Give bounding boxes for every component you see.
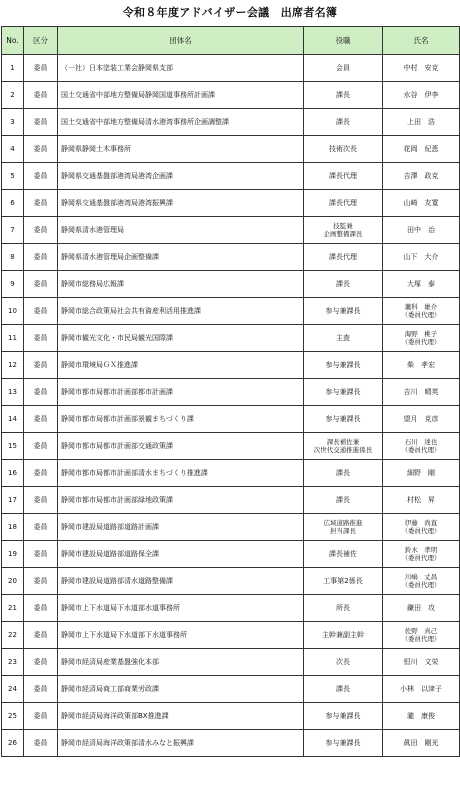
cell-kubun — [24, 433, 58, 460]
shimei-text: 佐野 真己 （委員代理） — [401, 627, 441, 643]
table-row — [2, 460, 460, 487]
header-shimei: 氏名 — [383, 27, 460, 55]
cell-dantai — [58, 379, 304, 406]
dantai-text: 静岡市経済局産業基盤強化本部 — [61, 658, 159, 666]
no-text: 13 — [8, 388, 17, 396]
kubun-text: 委員 — [33, 577, 48, 585]
cell-dantai — [58, 595, 304, 622]
kubun-text: 委員 — [33, 361, 48, 369]
cell-no — [2, 190, 24, 217]
cell-yakushoku — [304, 595, 383, 622]
yakushoku-text: 課長 — [336, 91, 350, 99]
shimei-text: 上田 浩 — [407, 118, 435, 126]
yakushoku-text: 課長 — [336, 280, 350, 288]
cell-kubun — [24, 649, 58, 676]
cell-dantai — [58, 541, 304, 568]
table-row — [2, 730, 460, 757]
yakushoku-text: 参与兼課長 — [325, 712, 361, 720]
cell-kubun — [24, 163, 58, 190]
dantai-text: 静岡市都市局都市計画部景観まちづくり課 — [61, 415, 194, 423]
cell-no — [2, 136, 24, 163]
kubun-text: 委員 — [33, 631, 48, 639]
shimei-text: 山崎 友寛 — [403, 199, 439, 207]
table-row — [2, 82, 460, 109]
cell-dantai — [58, 55, 304, 82]
no-text: 19 — [8, 550, 17, 558]
cell-kubun — [24, 541, 58, 568]
no-text: 8 — [10, 253, 15, 261]
cell-no — [2, 676, 24, 703]
cell-dantai — [58, 136, 304, 163]
table-row — [2, 487, 460, 514]
cell-dantai — [58, 352, 304, 379]
yakushoku-text: 課長代理 — [329, 253, 357, 261]
table-row — [2, 649, 460, 676]
cell-no — [2, 271, 24, 298]
cell-yakushoku — [304, 649, 383, 676]
no-text: 9 — [10, 280, 15, 288]
dantai-text: 静岡市建設局道路部道路計画課 — [61, 523, 159, 531]
cell-dantai — [58, 649, 304, 676]
cell-no — [2, 514, 24, 541]
kubun-text: 委員 — [33, 550, 48, 558]
table-row — [2, 55, 460, 82]
no-text: 24 — [8, 685, 17, 693]
dantai-text: 静岡市上下水道局下水道部下水道事務所 — [61, 631, 187, 639]
cell-shimei — [383, 298, 460, 325]
cell-kubun — [24, 595, 58, 622]
cell-no — [2, 352, 24, 379]
no-text: 20 — [8, 577, 17, 585]
cell-shimei — [383, 379, 460, 406]
kubun-text: 委員 — [33, 334, 48, 342]
kubun-text: 委員 — [33, 253, 48, 261]
cell-kubun — [24, 190, 58, 217]
shimei-text: 山下 大介 — [403, 253, 439, 261]
dantai-text: 静岡市都市局都市計画部交通政策課 — [61, 442, 173, 450]
cell-yakushoku — [304, 541, 383, 568]
kubun-text: 委員 — [33, 712, 48, 720]
table-row — [2, 271, 460, 298]
kubun-text: 委員 — [33, 307, 48, 315]
yakushoku-text: 参与兼課長 — [325, 415, 361, 423]
cell-dantai — [58, 460, 304, 487]
shimei-text: 小林 以津子 — [400, 685, 442, 693]
cell-yakushoku — [304, 352, 383, 379]
no-text: 21 — [8, 604, 17, 612]
cell-shimei — [383, 352, 460, 379]
header-no: No. — [2, 27, 24, 55]
no-text: 4 — [10, 145, 15, 153]
cell-yakushoku — [304, 55, 383, 82]
cell-kubun — [24, 136, 58, 163]
shimei-text: 花岡 紀恵 — [403, 145, 439, 153]
cell-dantai — [58, 676, 304, 703]
cell-kubun — [24, 217, 58, 244]
cell-shimei — [383, 109, 460, 136]
cell-yakushoku — [304, 676, 383, 703]
no-text: 17 — [8, 496, 17, 504]
yakushoku-text: 次長 — [336, 658, 350, 666]
cell-kubun — [24, 109, 58, 136]
cell-no — [2, 703, 24, 730]
cell-no — [2, 82, 24, 109]
cell-shimei — [383, 460, 460, 487]
kubun-text: 委員 — [33, 469, 48, 477]
shimei-text: 石川 達也 （委員代理） — [401, 438, 441, 454]
cell-kubun — [24, 82, 58, 109]
cell-kubun — [24, 379, 58, 406]
yakushoku-text: 課長 — [336, 496, 350, 504]
shimei-text: 柴 孝宏 — [407, 361, 435, 369]
cell-shimei — [383, 568, 460, 595]
kubun-text: 委員 — [33, 226, 48, 234]
cell-kubun — [24, 703, 58, 730]
cell-dantai — [58, 244, 304, 271]
table-row — [2, 163, 460, 190]
kubun-text: 委員 — [33, 523, 48, 531]
cell-shimei — [383, 136, 460, 163]
cell-yakushoku — [304, 109, 383, 136]
table-row — [2, 568, 460, 595]
shimei-text: 鈴木 孝明 （委員代理） — [401, 546, 441, 562]
no-text: 2 — [10, 91, 15, 99]
shimei-text: 中村 安克 — [403, 64, 439, 72]
dantai-text: 静岡市総合政策局社会共有資産利活用推進課 — [61, 307, 201, 315]
table-row — [2, 109, 460, 136]
yakushoku-text: 主査 — [336, 334, 350, 342]
cell-yakushoku — [304, 136, 383, 163]
cell-shimei — [383, 190, 460, 217]
cell-shimei — [383, 271, 460, 298]
kubun-text: 委員 — [33, 388, 48, 396]
shimei-text: 鎌田 攻 — [407, 604, 435, 612]
cell-yakushoku — [304, 460, 383, 487]
no-text: 22 — [8, 631, 17, 639]
no-text: 6 — [10, 199, 15, 207]
page-title: 令和８年度アドバイザー会議 出席者名簿 — [122, 6, 338, 19]
yakushoku-text: 参与兼課長 — [325, 388, 361, 396]
cell-kubun — [24, 460, 58, 487]
yakushoku-text: 広域道路推進 担当課長 — [323, 519, 363, 535]
cell-yakushoku — [304, 379, 383, 406]
cell-shimei — [383, 487, 460, 514]
yakushoku-text: 参与兼課長 — [325, 739, 361, 747]
kubun-text: 委員 — [33, 145, 48, 153]
cell-yakushoku — [304, 190, 383, 217]
no-text: 16 — [8, 469, 17, 477]
cell-kubun — [24, 244, 58, 271]
dantai-text: 静岡市都市局都市計画部清水まちづくり推進課 — [61, 469, 208, 477]
dantai-text: 静岡県清水港管理局企画整備課 — [61, 253, 159, 261]
cell-dantai — [58, 730, 304, 757]
cell-yakushoku — [304, 271, 383, 298]
cell-dantai — [58, 487, 304, 514]
dantai-text: 国土交通省中部地方整備局清水港湾事務所企画調整課 — [61, 118, 229, 126]
kubun-text: 委員 — [33, 64, 48, 72]
yakushoku-text: 課長補佐 — [329, 550, 357, 558]
dantai-text: 静岡市上下水道局下水道部水道事務所 — [61, 604, 180, 612]
cell-no — [2, 433, 24, 460]
table-row — [2, 514, 460, 541]
dantai-text: 国土交通省中部地方整備局静岡国道事務所計画課 — [61, 91, 215, 99]
dantai-text: 静岡市観光文化・市民局観光国際課 — [61, 334, 173, 342]
cell-shimei — [383, 622, 460, 649]
no-text: 11 — [8, 334, 17, 342]
table-row — [2, 244, 460, 271]
table-row — [2, 676, 460, 703]
dantai-text: 静岡県交通基盤部港湾局港湾企画課 — [61, 172, 173, 180]
no-text: 25 — [8, 712, 17, 720]
cell-kubun — [24, 271, 58, 298]
table-row — [2, 190, 460, 217]
kubun-text: 委員 — [33, 685, 48, 693]
cell-shimei — [383, 514, 460, 541]
kubun-text: 委員 — [33, 280, 48, 288]
shimei-text: 吉川 晴英 — [403, 388, 439, 396]
yakushoku-text: 技監兼 企画整備課長 — [323, 222, 363, 238]
cell-no — [2, 460, 24, 487]
table-row — [2, 406, 460, 433]
cell-dantai — [58, 82, 304, 109]
cell-kubun — [24, 325, 58, 352]
yakushoku-text: 課長補佐兼 次世代交通推進係長 — [313, 438, 373, 454]
table-row — [2, 298, 460, 325]
cell-dantai — [58, 109, 304, 136]
kubun-text: 委員 — [33, 496, 48, 504]
cell-kubun — [24, 730, 58, 757]
no-text: 14 — [8, 415, 17, 423]
cell-yakushoku — [304, 406, 383, 433]
cell-no — [2, 109, 24, 136]
cell-yakushoku — [304, 298, 383, 325]
no-text: 26 — [8, 739, 17, 747]
cell-shimei — [383, 244, 460, 271]
yakushoku-text: 技術次長 — [329, 145, 357, 153]
cell-yakushoku — [304, 487, 383, 514]
dantai-text: 静岡市都市局都市計画部緑地政策課 — [61, 496, 173, 504]
cell-dantai — [58, 406, 304, 433]
table-row — [2, 595, 460, 622]
no-text: 10 — [8, 307, 17, 315]
shimei-text: 望月 克彦 — [403, 415, 439, 423]
header-dantai: 団体名 — [58, 27, 304, 55]
shimei-text: 水谷 伊李 — [403, 91, 439, 99]
cell-no — [2, 595, 24, 622]
shimei-text: 藁科 雄介 （委員代理） — [401, 303, 441, 319]
attendee-table — [1, 26, 460, 757]
kubun-text: 委員 — [33, 118, 48, 126]
shimei-text: 瀧 康俊 — [407, 712, 435, 720]
yakushoku-text: 参与兼課長 — [325, 307, 361, 315]
cell-kubun — [24, 487, 58, 514]
header-yakushoku: 役職 — [304, 27, 383, 55]
dantai-text: （一社）日本塗装工業会静岡県支部 — [61, 64, 173, 72]
cell-yakushoku — [304, 433, 383, 460]
cell-dantai — [58, 433, 304, 460]
no-text: 23 — [8, 658, 17, 666]
table-row — [2, 703, 460, 730]
yakushoku-text: 所長 — [336, 604, 350, 612]
cell-dantai — [58, 622, 304, 649]
header-kubun: 区分 — [24, 27, 58, 55]
cell-no — [2, 649, 24, 676]
table-row — [2, 379, 460, 406]
cell-shimei — [383, 541, 460, 568]
cell-kubun — [24, 55, 58, 82]
kubun-text: 委員 — [33, 442, 48, 450]
dantai-text: 静岡市建設局道路部清水道路整備課 — [61, 577, 173, 585]
yakushoku-text: 課長代理 — [329, 199, 357, 207]
yakushoku-text: 課長 — [336, 685, 350, 693]
cell-dantai — [58, 568, 304, 595]
dantai-text: 静岡県交通基盤部港湾局港湾振興課 — [61, 199, 173, 207]
kubun-text: 委員 — [33, 172, 48, 180]
kubun-text: 委員 — [33, 91, 48, 99]
cell-no — [2, 487, 24, 514]
dantai-text: 静岡市経済局海洋政策部BX推進課 — [61, 712, 169, 720]
shimei-text: 大塚 泰 — [407, 280, 435, 288]
shimei-text: 村松 昇 — [407, 496, 435, 504]
cell-no — [2, 55, 24, 82]
cell-shimei — [383, 595, 460, 622]
cell-dantai — [58, 190, 304, 217]
yakushoku-text: 課長 — [336, 118, 350, 126]
table-row — [2, 217, 460, 244]
kubun-text: 委員 — [33, 658, 48, 666]
dantai-text: 静岡市経済局商工部商業労政課 — [61, 685, 159, 693]
dantai-text: 静岡県清水港管理局 — [61, 226, 124, 234]
kubun-text: 委員 — [33, 199, 48, 207]
cell-kubun — [24, 298, 58, 325]
shimei-text: 恒川 文栄 — [403, 658, 439, 666]
cell-dantai — [58, 217, 304, 244]
cell-kubun — [24, 568, 58, 595]
yakushoku-text: 会員 — [336, 64, 350, 72]
cell-no — [2, 406, 24, 433]
table-row — [2, 541, 460, 568]
cell-no — [2, 541, 24, 568]
shimei-text: 川嶋 丈昌 （委員代理） — [401, 573, 441, 589]
shimei-text: 田中 治 — [407, 226, 435, 234]
cell-no — [2, 244, 24, 271]
cell-shimei — [383, 676, 460, 703]
cell-shimei — [383, 325, 460, 352]
yakushoku-text: 主幹兼副主幹 — [322, 631, 364, 639]
cell-dantai — [58, 703, 304, 730]
cell-kubun — [24, 622, 58, 649]
cell-kubun — [24, 676, 58, 703]
cell-no — [2, 730, 24, 757]
shimei-text: 吉澤 政克 — [403, 172, 439, 180]
yakushoku-text: 課長 — [336, 469, 350, 477]
kubun-text: 委員 — [33, 604, 48, 612]
cell-shimei — [383, 649, 460, 676]
dantai-text: 静岡市建設局道路部道路保全課 — [61, 550, 159, 558]
table-row — [2, 325, 460, 352]
shimei-text: 伊藤 尚直 （委員代理） — [401, 519, 441, 535]
yakushoku-text: 工事第2係長 — [323, 577, 363, 585]
cell-shimei — [383, 703, 460, 730]
cell-no — [2, 298, 24, 325]
cell-shimei — [383, 433, 460, 460]
cell-shimei — [383, 163, 460, 190]
yakushoku-text: 参与兼課長 — [325, 361, 361, 369]
cell-yakushoku — [304, 514, 383, 541]
cell-shimei — [383, 730, 460, 757]
kubun-text: 委員 — [33, 415, 48, 423]
dantai-text: 静岡市経済局海洋政策部清水みなと振興課 — [61, 739, 194, 747]
cell-no — [2, 217, 24, 244]
cell-dantai — [58, 514, 304, 541]
yakushoku-text: 課長代理 — [329, 172, 357, 180]
cell-kubun — [24, 352, 58, 379]
shimei-text: 細野 剛 — [407, 469, 435, 477]
cell-kubun — [24, 406, 58, 433]
cell-yakushoku — [304, 325, 383, 352]
cell-no — [2, 568, 24, 595]
cell-yakushoku — [304, 730, 383, 757]
dantai-text: 静岡市環境局ＧＸ推進課 — [61, 361, 138, 369]
cell-yakushoku — [304, 568, 383, 595]
cell-yakushoku — [304, 82, 383, 109]
table-row — [2, 622, 460, 649]
cell-dantai — [58, 325, 304, 352]
cell-no — [2, 325, 24, 352]
table-row — [2, 352, 460, 379]
no-text: 18 — [8, 523, 17, 531]
cell-dantai — [58, 163, 304, 190]
no-text: 15 — [8, 442, 17, 450]
cell-shimei — [383, 55, 460, 82]
shimei-text: 眞田 剛光 — [403, 739, 439, 747]
no-text: 12 — [8, 361, 17, 369]
cell-yakushoku — [304, 217, 383, 244]
cell-dantai — [58, 271, 304, 298]
no-text: 5 — [10, 172, 15, 180]
cell-yakushoku — [304, 703, 383, 730]
no-text: 3 — [10, 118, 15, 126]
cell-yakushoku — [304, 244, 383, 271]
no-text: 7 — [10, 226, 15, 234]
cell-no — [2, 622, 24, 649]
shimei-text: 海野 桃子 （委員代理） — [401, 330, 441, 346]
table-row — [2, 136, 460, 163]
cell-shimei — [383, 217, 460, 244]
cell-kubun — [24, 514, 58, 541]
cell-yakushoku — [304, 163, 383, 190]
cell-dantai — [58, 298, 304, 325]
table-body — [2, 55, 460, 757]
cell-no — [2, 163, 24, 190]
dantai-text: 静岡市総務局広報課 — [61, 280, 124, 288]
table-header-row — [2, 27, 460, 55]
cell-shimei — [383, 406, 460, 433]
kubun-text: 委員 — [33, 739, 48, 747]
cell-shimei — [383, 82, 460, 109]
table-row — [2, 433, 460, 460]
no-text: 1 — [10, 64, 15, 72]
dantai-text: 静岡市都市局都市計画部都市計画課 — [61, 388, 173, 396]
cell-yakushoku — [304, 622, 383, 649]
dantai-text: 静岡県静岡土木事務所 — [61, 145, 131, 153]
cell-no — [2, 379, 24, 406]
